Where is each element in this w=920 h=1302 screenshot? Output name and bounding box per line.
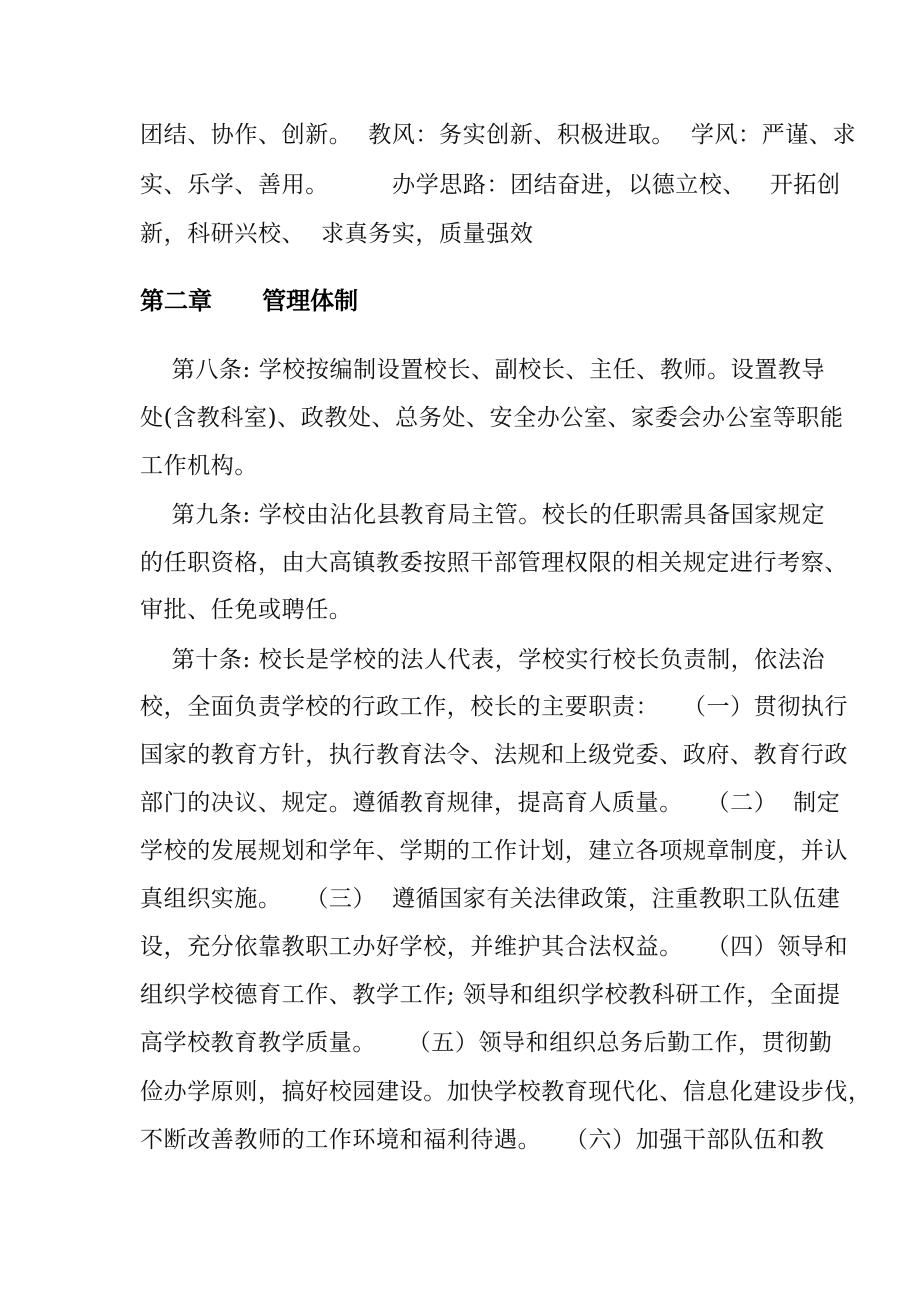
article-10-line: 部门的决议、规定。遵循教育规律，提高育人质量。 （二） 制定 [140,790,841,816]
article-10-line: 组织学校德育工作、教学工作; 领导和组织学校教科研工作，全面提 [140,982,841,1008]
article-9-line: 第九条: 学校由沾化县教育局主管。校长的任职需具备国家规定 [140,502,826,528]
article-8-line: 工作机构。 [140,453,258,479]
article-9-line: 的任职资格，由大高镇教委按照干部管理权限的相关规定进行考察、 [140,550,848,576]
article-8-line: 处(含教科室)、政教处、总务处、安全办公室、家委会办公室等职能 [140,405,844,431]
article-10-line: 国家的教育方针，执行教育法令、法规和上级党委、政府、教育行政 [140,742,848,768]
article-8-line: 第八条: 学校按编制设置校长、副校长、主任、教师。设置教导 [140,357,826,383]
article-10-line: 不断改善教师的工作环境和福利待遇。 （六）加强干部队伍和教 [140,1127,825,1153]
article-10-line: 俭办学原则，搞好校园建设。加快学校教育现代化、信息化建设步伐， [140,1079,872,1105]
article-9-line: 审批、任免或聘任。 [140,597,353,623]
article-10-line: 校，全面负责学校的行政工作，校长的主要职责： （一）贯彻执行 [140,694,849,720]
article-10-line: 高学校教育教学质量。 （五）领导和组织总务后勤工作，贯彻勤 [140,1030,833,1056]
chapter-heading: 第二章 管理体制 [140,287,359,315]
intro-line: 团结、协作、创新。 教风：务实创新、积极进取。 学风：严谨、求 [140,122,857,148]
article-10-line: 学校的发展规划和学年、学期的工作计划，建立各项规章制度，并认 [140,838,848,864]
intro-line: 实、乐学、善用。 办学思路：团结奋进，以德立校、 开拓创 [140,172,841,198]
article-10-line: 真组织实施。 （三） 遵循国家有关法律政策，注重教职工队伍建 [140,886,841,912]
intro-line: 新，科研兴校、 求真务实，质量强效 [140,221,534,247]
article-10-line: 设，充分依靠教职工办好学校，并维护其合法权益。 （四）领导和 [140,934,849,960]
article-10-line: 第十条: 校长是学校的法人代表，学校实行校长负责制，依法治 [140,647,826,673]
